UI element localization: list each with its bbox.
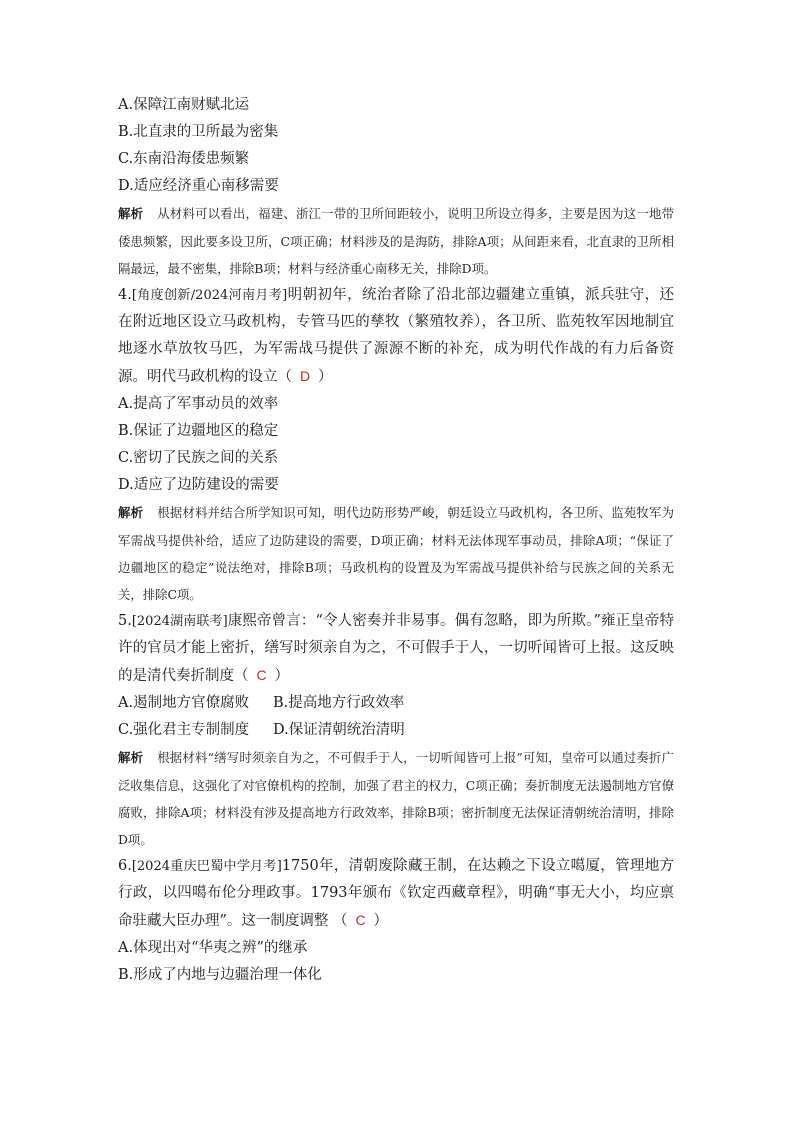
- q4-option-d: D.适应了边防建设的需要: [118, 477, 279, 493]
- question-text-end: ）: [373, 913, 389, 929]
- q5-option-b: B.提高地方行政效率: [273, 695, 405, 711]
- question-6-stem: [118, 853, 674, 935]
- question-text-end: ）: [318, 369, 333, 385]
- question-text: 1750年，清朝废除藏王制，在达赖之下设立噶厦，管理地方行政，以四噶布伦分理政事。1793年颁布《钦定西藏章程》，明确“事无大小，均应禀命驻藏大臣办理”。这一制度调整 （: [118, 858, 674, 929]
- q5-options-row-2: [118, 717, 674, 744]
- q5-options-row-1: [118, 690, 674, 717]
- document-page: [118, 92, 674, 989]
- q6-option-a: A.体现出对“华夷之辨”的继承: [118, 940, 308, 956]
- prev-option-a: A.保障江南财赋北运: [118, 97, 250, 113]
- question-source: [角度创新/2024河南月考]: [131, 288, 288, 303]
- answer-mark: C: [256, 667, 267, 683]
- question-text-end: ）: [274, 668, 289, 684]
- q5-option-c: C.强化君主专制制度: [118, 722, 250, 738]
- prev-option-c: C.东南沿海倭患频繁: [118, 151, 250, 167]
- q4-option-a: A.提高了军事动员的效率: [118, 396, 279, 412]
- q4-option-c: C.密切了民族之间的关系: [118, 450, 279, 466]
- q5-explanation: [118, 744, 674, 853]
- explanation-text: 根据材料并结合所学知识可知，明代边防形势严峻，朝廷设立马政机构，各卫所、监苑牧军为军需战马提供补给，适应了边防建设的需要，D项正确；材料无法体现军事动员，排除A项；“保证了边疆地区的稳定”说法绝对，排除B项；马政机构的设置及为军需战马提供补给与民族之间的关系无关，排除C项。: [118, 505, 675, 602]
- q4-option-b: B.保证了边疆地区的稳定: [118, 423, 279, 439]
- question-number: 6.: [118, 858, 132, 874]
- question-source: [2024湖南联考]: [131, 614, 228, 629]
- q5-option-a: A.遏制地方官僚腐败: [118, 695, 250, 711]
- q6-option-b: B.形成了内地与边疆治理一体化: [118, 967, 322, 983]
- answer-mark: C: [355, 912, 366, 928]
- question-text: 明朝初年，统治者除了沿北部边疆建立重镇，派兵驻守，还在附近地区设立马政机构，专管马匹的孳牧（繁殖牧养），各卫所、监苑牧军因地制宜地逐水草放牧马匹，为军需战马提供了源源不断的补充，成为明代作战的有力后备资源。明代马政机构的设立（: [118, 287, 675, 385]
- question-number: 4.: [118, 287, 132, 303]
- answer-mark: D: [299, 368, 311, 384]
- q4-explanation: [118, 499, 674, 608]
- prev-option-d: D.适应经济重心南移需要: [118, 178, 279, 194]
- question-4-stem: [118, 282, 674, 391]
- explanation-text: 从材料可以看出，福建、浙江一带的卫所间距较小，说明卫所设立得多，主要是因为这一地带倭患频繁，因此要多设卫所，C项正确；材料涉及的是海防，排除A项；从间距来看，北直隶的卫所相隔最远，最不密集，排除B项；材料与经济重心南移无关，排除D项。: [118, 206, 675, 276]
- prev-explanation: [118, 200, 674, 282]
- q5-option-d: D.保证清朝统治清明: [273, 722, 405, 738]
- prev-option-b: B.北直隶的卫所最为密集: [118, 124, 279, 140]
- explanation-label: 解析: [118, 207, 144, 221]
- question-5-stem: [118, 608, 674, 690]
- question-source: [2024重庆巴蜀中学月考]: [131, 859, 282, 874]
- explanation-label: 解析: [118, 751, 144, 765]
- explanation-text: 根据材料“缮写时须亲自为之，不可假手于人，一切听闻皆可上报”可知，皇帝可以通过奏折广泛收集信息，这强化了对官僚机构的控制，加强了君主的权力，C项正确；奏折制度无法遏制地方官僚腐败，排除A项；材料没有涉及提高地方行政效率，排除B项；密折制度无法保证清朝统治清明，排除D项。: [118, 750, 675, 847]
- question-number: 5.: [118, 613, 132, 629]
- question-text: 康熙帝曾言：“令人密奏并非易事。偶有忽略，即为所欺。”雍正皇帝特许的官员才能上密折，缮写时须亲自为之，不可假手于人，一切听闻皆可上报。这反映的是清代奏折制度（: [118, 613, 675, 684]
- explanation-label: 解析: [118, 506, 144, 520]
